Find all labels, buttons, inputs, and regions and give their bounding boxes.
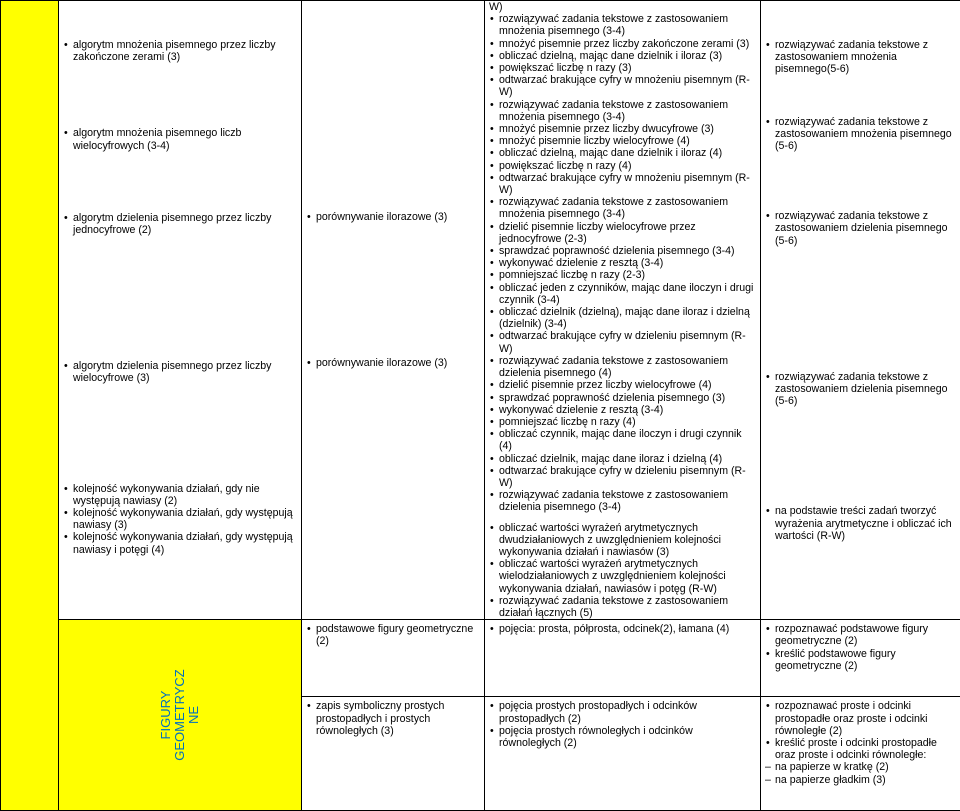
- section-label-text: FIGURY GEOMETRYCZ NE: [159, 669, 201, 761]
- c3-list-r2: [489, 221, 756, 380]
- list-item: • mnożyć pisemnie przez liczby zakończone zerami (3): [489, 38, 756, 50]
- list-item: • rozwiązywać zadania tekstowe z zastosowaniem mnożenia pisemnego (3-4): [489, 13, 756, 37]
- list-item: • wykonywać dzielenie z resztą (3-4): [489, 404, 756, 416]
- list-item: • rozwiązywać zadania tekstowe z zastosowaniem mnożenia pisemnego (3-4): [489, 196, 756, 220]
- list-item: • wykonywać dzielenie z resztą (3-4): [489, 257, 756, 269]
- c2-list-r6: [489, 700, 756, 749]
- list-item: • odtwarzać brakujące cyfry w mnożeniu pisemnym (R-W): [489, 172, 756, 196]
- list-item: • dzielić pisemnie przez liczby wielocyfrowe (4): [489, 379, 756, 391]
- list-item: • odtwarzać brakujące cyfry w dzieleniu pisemnym (R-W): [489, 330, 756, 354]
- cell-c3: [761, 620, 960, 697]
- list-item: • kreślić podstawowe figury geometryczne (2): [765, 648, 956, 672]
- c4-list-r0: [765, 39, 956, 76]
- list-item: • obliczać dzielną, mając dane dzielnik i iloraz (4): [489, 147, 756, 159]
- list-item: • odtwarzać brakujące cyfry w dzieleniu pisemnym (R-W): [489, 465, 756, 489]
- c1-list-r3: [63, 360, 297, 384]
- c1-list-r6: [306, 700, 480, 737]
- list-item: • rozwiązywać zadania tekstowe z zastosowaniem dzielenia pisemnego (5-6): [765, 371, 956, 408]
- list-item: • na podstawie treści zadań tworzyć wyrażenia arytmetyczne i obliczać ich wartości (R-W): [765, 505, 956, 542]
- list-item: • sprawdzać poprawność dzielenia pisemnego (3-4): [489, 245, 756, 257]
- c4-list-r1: [765, 116, 956, 153]
- list-item: • kolejność wykonywania działań, gdy występują nawiasy (3): [63, 507, 297, 531]
- list-item: • sprawdzać poprawność dzielenia pisemnego (3): [489, 392, 756, 404]
- list-item: • rozpoznawać proste i odcinki prostopadłe oraz proste i odcinki równoległe (2): [765, 700, 956, 737]
- list-item: • pojęcia prostych równoległych i odcinków równoległych (2): [489, 725, 756, 749]
- list-item: • obliczać wartości wyrażeń arytmetycznych dwudziałaniowych z uwzględnieniem kolejności wykonywania działań i nawiasów (3): [489, 522, 756, 559]
- list-item: • mnożyć pisemnie liczby wielocyfrowe (4): [489, 135, 756, 147]
- c1-list-r1: [63, 127, 297, 151]
- c3-list-r0: [489, 1, 756, 123]
- cell-c3: [485, 1, 761, 620]
- table-row: [1, 620, 960, 697]
- list-item: W): [489, 1, 756, 13]
- c2-list-r5: [489, 623, 756, 635]
- c1-list-r0: [63, 39, 297, 63]
- list-item: • powiększać liczbę n razy (3): [489, 62, 756, 74]
- list-item: • obliczać dzielnik (dzielną), mając dane iloraz i dzielną (dzielnik) (3-4): [489, 306, 756, 330]
- c4-list-r2: [765, 210, 956, 247]
- cell-c4: [761, 1, 960, 620]
- list-item: • kreślić proste i odcinki prostopadłe oraz proste i odcinki równoległe:: [765, 737, 956, 761]
- cell-c1: [302, 620, 485, 697]
- c3-list-r5: [765, 623, 956, 672]
- list-item: • algorytm mnożenia pisemnego liczb wielocyfrowych (3-4): [63, 127, 297, 151]
- list-item: • obliczać wartości wyrażeń arytmetycznych wielodziałaniowych z uwzględnieniem kolejności wykonywania działań, nawiasów i potęg (R-W): [489, 558, 756, 595]
- list-item: • kolejność wykonywania działań, gdy nie występują nawiasy (2): [63, 483, 297, 507]
- list-item: • porównywanie ilorazowe (3): [306, 357, 480, 369]
- list-item: • pojęcia prostych prostopadłych i odcinków prostopadłych (2): [489, 700, 756, 724]
- c2-list-r3: [306, 357, 480, 369]
- c1-list-r4: [63, 483, 297, 556]
- list-item: • porównywanie ilorazowe (3): [306, 211, 480, 223]
- list-item: – na papierze gładkim (3): [765, 774, 956, 786]
- list-item: • mnożyć pisemnie przez liczby dwucyfrowe (3): [489, 123, 756, 135]
- section-label-arithmetic: [1, 1, 59, 811]
- list-item: • rozwiązywać zadania tekstowe z zastosowaniem dzielenia pisemnego (3-4): [489, 489, 756, 513]
- cell-c2: [302, 1, 485, 620]
- list-item: • pomniejszać liczbę n razy (2-3): [489, 269, 756, 281]
- list-item: • podstawowe figury geometryczne (2): [306, 623, 480, 647]
- list-item: • rozwiązywać zadania tekstowe z zastosowaniem mnożenia pisemnego (3-4): [489, 99, 756, 123]
- cell-c1: [59, 1, 302, 620]
- cell-c1: [302, 697, 485, 811]
- cell-c2: [485, 697, 761, 811]
- c2-list-r2: [306, 211, 480, 223]
- list-item: • obliczać jeden z czynników, mając dane iloczyn i drugi czynnik (3-4): [489, 282, 756, 306]
- c4-list-r3: [765, 371, 956, 408]
- list-item: • powiększać liczbę n razy (4): [489, 160, 756, 172]
- cell-c2: [485, 620, 761, 697]
- list-item: • obliczać dzielną, mając dane dzielnik i iloraz (3): [489, 50, 756, 62]
- list-item: • algorytm dzielenia pisemnego przez liczby jednocyfrowe (2): [63, 212, 297, 236]
- list-item: • rozwiązywać zadania tekstowe z zastosowaniem mnożenia pisemnego(5-6): [765, 39, 956, 76]
- c1-list-r2: [63, 212, 297, 236]
- list-item: • kolejność wykonywania działań, gdy występują nawiasy i potęgi (4): [63, 531, 297, 555]
- list-item: • algorytm mnożenia pisemnego przez liczby zakończone zerami (3): [63, 39, 297, 63]
- list-item: – na papierze w kratkę (2): [765, 761, 956, 773]
- list-item: • rozpoznawać podstawowe figury geometryczne (2): [765, 623, 956, 647]
- c3-list-r4: [489, 522, 756, 620]
- list-item: • rozwiązywać zadania tekstowe z zastosowaniem mnożenia pisemnego (5-6): [765, 116, 956, 153]
- c1-list-r5: [306, 623, 480, 647]
- c4-list-r4: [765, 505, 956, 542]
- list-item: • obliczać czynnik, mając dane iloczyn i drugi czynnik (4): [489, 428, 756, 452]
- list-item: • rozwiązywać zadania tekstowe z zastosowaniem dzielenia pisemnego (5-6): [765, 210, 956, 247]
- list-item: • obliczać dzielnik, mając dane iloraz i dzielną (4): [489, 453, 756, 465]
- list-item: • pojęcia: prosta, półprosta, odcinek(2), łamana (4): [489, 623, 756, 635]
- list-item: • odtwarzać brakujące cyfry w mnożeniu pisemnym (R-W): [489, 74, 756, 98]
- table-row: [1, 1, 960, 620]
- cell-c3: [761, 697, 960, 811]
- list-item: • rozwiązywać zadania tekstowe z zastosowaniem dzielenia pisemnego (4): [489, 355, 756, 379]
- list-item: • rozwiązywać zadania tekstowe z zastosowaniem działań łącznych (5): [489, 595, 756, 619]
- list-item: • dzielić pisemnie liczby wielocyfrowe przez jednocyfrowe (2-3): [489, 221, 756, 245]
- c3-list-r6: [765, 700, 956, 785]
- section-label-geometry: [59, 620, 302, 811]
- list-item: • zapis symboliczny prostych prostopadłych i prostych równoległych (3): [306, 700, 480, 737]
- list-item: • algorytm dzielenia pisemnego przez liczby wielocyfrowe (3): [63, 360, 297, 384]
- c3-list-r3: [489, 379, 756, 513]
- c3-list-r1: [489, 123, 756, 221]
- list-item: • pomniejszać liczbę n razy (4): [489, 416, 756, 428]
